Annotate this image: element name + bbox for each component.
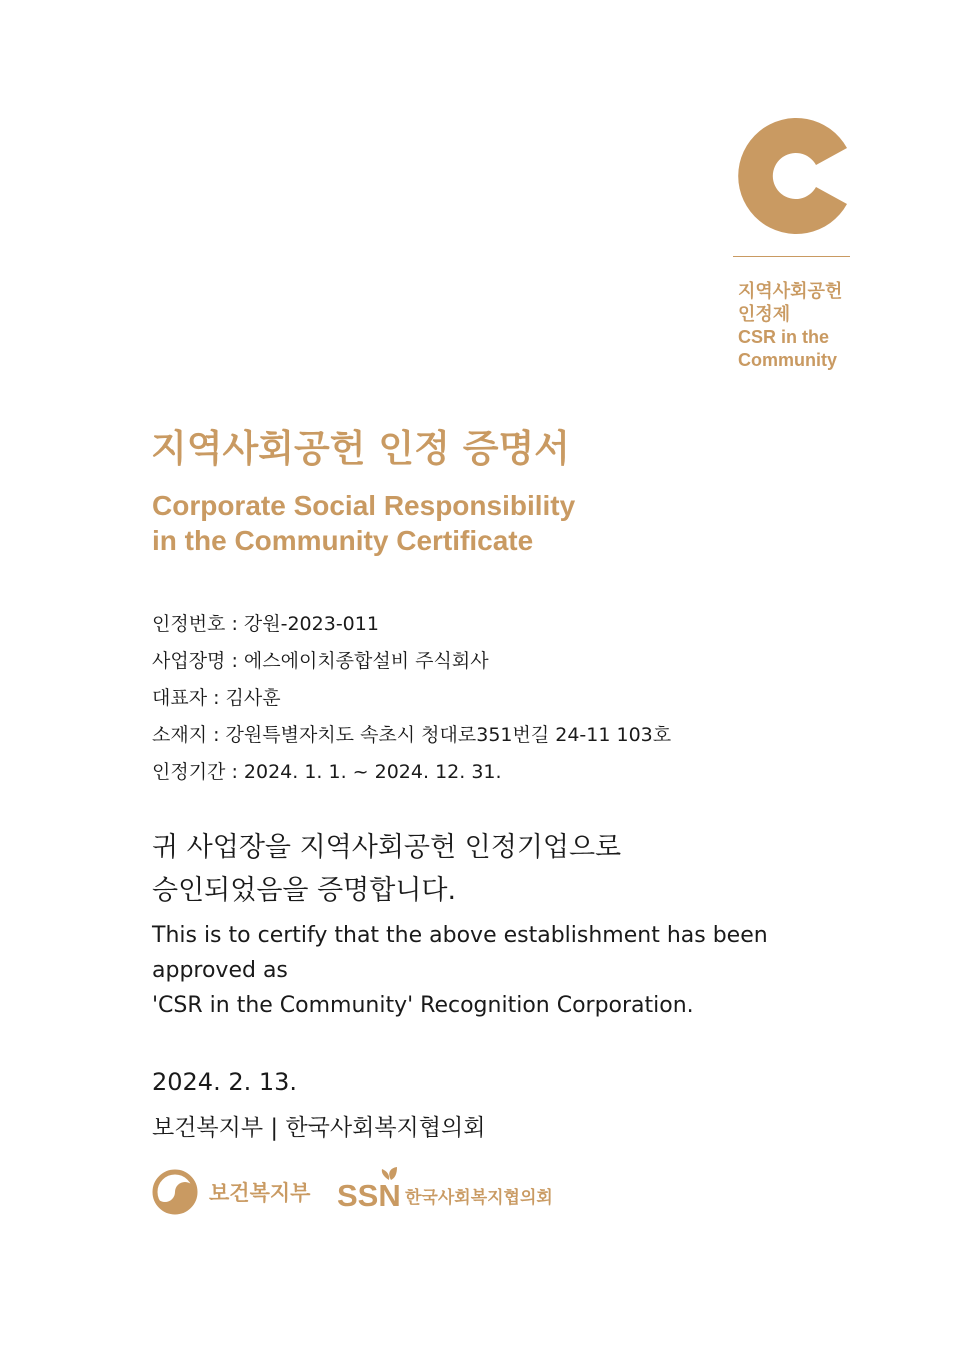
certificate-title-ko: 지역사회공헌 인정 증명서 xyxy=(151,427,570,470)
logo-line-4: Community xyxy=(738,350,837,370)
info-value: 에스에이치종합설비 주식회사 xyxy=(243,650,489,672)
info-separator: : xyxy=(225,613,244,635)
ssn-logo-icon xyxy=(335,1166,405,1212)
statement-en-line-1: This is to certify that the above establishment has been xyxy=(152,923,768,948)
statement-ko-line-1: 귀 사업장을 지역사회공헌 인정기업으로 xyxy=(152,832,622,863)
info-separator: : xyxy=(225,761,244,783)
mohw-logo-name: 보건복지부 xyxy=(209,1181,311,1205)
info-value: 2024. 1. 1. ~ 2024. 12. 31. xyxy=(243,761,502,783)
title-en-line-2: in the Community Certificate xyxy=(152,525,534,556)
logo-line-3: CSR in the xyxy=(738,327,830,347)
organization-logos xyxy=(152,1166,652,1220)
certificate-title-en xyxy=(152,488,575,558)
statement-ko-line-2: 승인되었음을 증명합니다. xyxy=(152,875,457,906)
info-label: 인정기간 xyxy=(152,761,226,783)
certificate-info xyxy=(152,609,671,794)
info-separator: : xyxy=(225,650,244,672)
info-label: 소재지 xyxy=(152,724,208,746)
statement-en-line-3: 'CSR in the Community' Recognition Corporation. xyxy=(152,993,694,1018)
info-label: 인정번호 xyxy=(152,613,226,635)
info-separator: : xyxy=(207,724,226,746)
info-value: 강원-2023-011 xyxy=(243,613,379,635)
csr-logo-c-icon xyxy=(733,116,851,236)
logo-line-1: 지역사회공헌 xyxy=(738,281,843,301)
logo-divider xyxy=(733,256,850,257)
title-en-line-1: Corporate Social Responsibility xyxy=(152,490,576,521)
issue-date: 2024. 2. 13. xyxy=(152,1068,298,1096)
info-value: 김사훈 xyxy=(225,687,281,709)
logo-line-2: 인정제 xyxy=(738,304,791,324)
info-row-address xyxy=(152,720,671,757)
statement-en xyxy=(152,918,872,1023)
info-row-cert-number xyxy=(152,609,671,646)
kncsw-logo-name: 한국사회복지협의회 xyxy=(405,1188,553,1208)
statement-ko xyxy=(152,826,621,912)
info-row-company-name xyxy=(152,646,671,683)
info-separator: : xyxy=(207,687,226,709)
logo-text xyxy=(738,280,938,372)
issuers: 보건복지부 | 한국사회복지협의회 xyxy=(152,1115,486,1141)
info-row-representative xyxy=(152,683,671,720)
info-value: 강원특별자치도 속초시 청대로351번길 24-11 103호 xyxy=(225,724,672,746)
info-row-period xyxy=(152,757,671,794)
info-label: 사업장명 xyxy=(152,650,226,672)
statement-en-line-2: approved as xyxy=(152,958,288,983)
info-label: 대표자 xyxy=(152,687,208,709)
ssn-logo-text: SSN xyxy=(337,1178,401,1212)
taegeuk-emblem-icon xyxy=(152,1169,198,1215)
